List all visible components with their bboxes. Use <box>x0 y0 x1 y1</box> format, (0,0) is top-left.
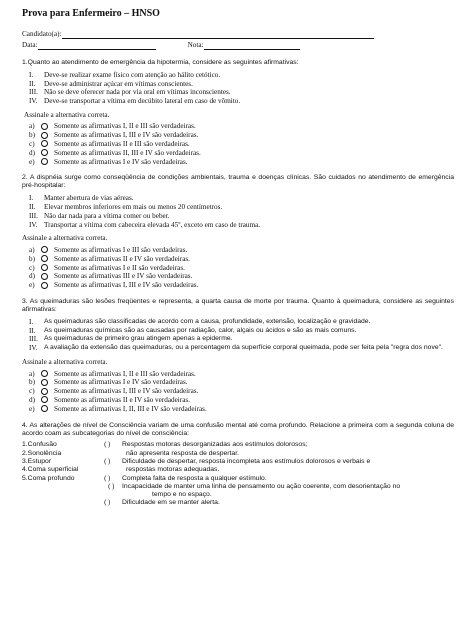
statement-number: III. <box>29 335 38 344</box>
option-text: Somente as afirmativas I e III são verdadeiras. <box>54 245 188 254</box>
statement-item <box>22 194 454 203</box>
statement-number: III. <box>29 211 38 220</box>
question-text: 2. A dispnéia surge como conseqüência de condições ambientais, trauma e doenças clínicas. São cuidados no atendimento de emergência pré-hospitalar: <box>22 174 454 190</box>
second-column-text: Respostas motoras desorganizadas aos estímulos dolorosos; <box>122 441 308 449</box>
option-letter: e) <box>29 281 35 290</box>
first-column-item: 3.Estupor <box>22 458 52 466</box>
option-letter: d) <box>29 272 35 281</box>
answer-prompt: Assinale a alternativa correta. <box>24 110 110 119</box>
first-column-item: 2.Sonolência <box>22 449 62 457</box>
question-4 <box>22 422 454 507</box>
option-text: Somente as afirmativas III e IV são verdadeiras. <box>54 272 193 281</box>
candidate-label: Candidato(a): <box>22 30 62 39</box>
question-text: 1.Quanto ao atendimento de emergência da hipotermia, considere as seguintes afirmativas: <box>22 58 299 66</box>
answer-option[interactable] <box>22 387 454 396</box>
statement-number: IV. <box>29 97 38 106</box>
statement-number: IV. <box>29 220 38 229</box>
statement-list <box>22 71 454 106</box>
grade-field[interactable] <box>204 41 300 50</box>
first-column-item: 1.Confusão <box>22 441 57 449</box>
second-column-item <box>104 450 454 458</box>
answer-option[interactable] <box>22 264 454 273</box>
statement-text: As queimaduras de primeiro grau atingem apenas a epiderme. <box>44 335 233 343</box>
answer-blank[interactable]: ( ) <box>104 458 111 466</box>
statement-text: Não dar nada para a vítima comer ou beber. <box>44 211 170 220</box>
first-column-item: 4.Coma superficial <box>22 466 79 474</box>
answer-option[interactable] <box>22 140 454 149</box>
second-column-item <box>104 475 454 483</box>
option-text: Somente as afirmativas II e IV são verdadeiras. <box>54 395 190 404</box>
option-text: Somente as afirmativas I, II e III são verdadeiras. <box>54 122 196 131</box>
option-letter: d) <box>29 395 35 404</box>
answer-option[interactable] <box>22 281 454 290</box>
statement-item <box>22 203 454 212</box>
option-text: Somente as afirmativas II e III são verdadeiras. <box>54 139 190 148</box>
option-radio[interactable] <box>41 396 48 403</box>
statement-number: III. <box>29 88 38 97</box>
option-text: Somente as afirmativas I e II são verdadeiras. <box>54 263 185 272</box>
matching-columns <box>22 441 454 507</box>
statement-text: Transportar a vítima com cabeceira elevada 45º, exceto em caso de trauma. <box>44 220 261 229</box>
answer-option[interactable] <box>22 272 454 281</box>
answer-options <box>22 246 454 290</box>
answer-option[interactable] <box>22 149 454 158</box>
option-radio[interactable] <box>41 388 48 395</box>
answer-option[interactable] <box>22 370 454 379</box>
second-column-item <box>104 491 454 499</box>
option-text: Somente as afirmativas II, III e IV são verdadeiras. <box>54 148 201 157</box>
option-letter: d) <box>29 148 35 157</box>
option-radio[interactable] <box>41 282 48 289</box>
answer-option[interactable] <box>22 378 454 387</box>
option-text: Somente as afirmativas I, II, III e IV são verdadeiras. <box>54 404 207 413</box>
answer-option[interactable] <box>22 122 454 131</box>
statement-number: II. <box>29 326 36 335</box>
option-radio[interactable] <box>41 132 48 139</box>
option-radio[interactable] <box>41 379 48 386</box>
statement-text: Deve-se transportar a vítima em decúbito lateral em caso de vômito. <box>44 97 241 106</box>
statement-text: Elevar membros inferiores em mais ou menos 20 centímetros. <box>44 203 223 212</box>
question-2 <box>22 174 454 290</box>
second-column <box>104 441 454 507</box>
answer-blank[interactable]: ( ) <box>108 482 115 490</box>
second-column-text: Incapacidade de manter uma linha de pensamento ou ação coerente, com desorientação no <box>122 482 401 490</box>
option-text: Somente as afirmativas I e IV são verdadeiras. <box>54 378 188 387</box>
second-column-text: tempo e no espaço. <box>152 491 212 499</box>
answer-options <box>22 370 454 414</box>
statement-number: II. <box>29 203 36 212</box>
answer-option[interactable] <box>22 255 454 264</box>
question-text: 3. As queimaduras são lesões freqüentes e representa, a quarta causa de morte por trauma. Quanto à queimadura, considere as seguintes afirmativas: <box>22 297 454 313</box>
statement-item <box>22 71 454 80</box>
statement-number: I. <box>29 194 34 203</box>
statement-item <box>22 80 454 89</box>
statement-list <box>22 318 454 353</box>
option-radio[interactable] <box>41 405 48 412</box>
candidate-line <box>22 29 454 39</box>
statement-item <box>22 327 454 336</box>
answer-option[interactable] <box>22 405 454 414</box>
option-letter: b) <box>29 254 35 263</box>
answer-blank <box>104 491 122 499</box>
statement-item <box>22 335 454 344</box>
option-radio[interactable] <box>41 246 48 253</box>
option-radio[interactable] <box>41 140 48 147</box>
option-radio[interactable] <box>41 264 48 271</box>
option-text: Somente as afirmativas I e IV são verdadeiras. <box>54 157 188 166</box>
answer-options <box>22 122 454 166</box>
statement-text: Deve-se administrar açúcar em vítimas conscientes. <box>44 79 193 88</box>
option-text: Somente as afirmativas I, III e IV são verdadeiras. <box>54 281 199 290</box>
statement-item <box>22 221 454 230</box>
answer-option[interactable] <box>22 158 454 167</box>
statement-number: IV. <box>29 344 38 353</box>
statement-text: As queimaduras químicas são as causadas por radiação, calor, alçais ou ácidos e são as mais comuns. <box>44 326 357 334</box>
answer-blank <box>104 466 122 474</box>
option-letter: a) <box>29 122 35 131</box>
answer-blank[interactable]: ( ) <box>104 499 111 507</box>
first-column-item: 5.Coma profundo <box>22 474 75 482</box>
candidate-name-field[interactable] <box>62 30 374 39</box>
answer-blank[interactable]: ( ) <box>104 441 111 449</box>
question-3 <box>22 298 454 414</box>
option-letter: b) <box>29 131 35 140</box>
second-column-item <box>104 499 454 507</box>
second-column-item <box>104 483 454 491</box>
answer-blank <box>104 450 122 458</box>
option-letter: c) <box>29 387 35 396</box>
statement-number: I. <box>29 70 34 79</box>
option-text: Somente as afirmativas I, III e IV são verdadeiras. <box>54 387 199 396</box>
statement-text: A avaliação da extensão das queimaduras, ou a percentagem da superfície corporal queimada, pode ser feita pela "regra dos nove". <box>44 344 443 352</box>
option-radio[interactable] <box>41 370 48 377</box>
first-column <box>22 441 104 507</box>
option-letter: a) <box>29 369 35 378</box>
option-radio[interactable] <box>41 255 48 262</box>
answer-blank[interactable]: ( ) <box>104 474 111 482</box>
exam-page <box>22 8 454 508</box>
exam-title: Prova para Enfermeiro – HNSO <box>22 8 160 19</box>
option-letter: b) <box>29 378 35 387</box>
statement-text: Não se deve oferecer nada por via oral em vítimas inconscientes. <box>44 88 231 97</box>
second-column-item <box>104 466 454 474</box>
answer-option[interactable] <box>22 396 454 405</box>
second-column-item <box>104 441 454 449</box>
statement-item <box>22 97 454 106</box>
date-field[interactable] <box>38 41 156 50</box>
option-text: Somente as afirmativas I, III e IV são verdadeiras. <box>54 131 199 140</box>
option-text: Somente as afirmativas II e IV são verdadeiras. <box>54 254 190 263</box>
statement-number: II. <box>29 79 36 88</box>
answer-prompt: Assinale a alternativa correta. <box>22 234 108 243</box>
option-radio[interactable] <box>41 149 48 156</box>
statement-text: Manter abertura de vias aéreas. <box>44 194 134 203</box>
date-label: Data: <box>22 41 38 50</box>
answer-option[interactable] <box>22 131 454 140</box>
statement-number: I. <box>29 317 34 326</box>
date-grade-line <box>22 40 454 50</box>
second-column-text: não apresenta resposta de despertar. <box>126 449 239 457</box>
option-letter: a) <box>29 245 35 254</box>
question-1 <box>22 59 454 167</box>
second-column-text: Completa falta de resposta a qualquer estímulo. <box>122 474 267 482</box>
option-text: Somente as afirmativas I, II e III são verdadeiras. <box>54 369 196 378</box>
option-letter: c) <box>29 139 35 148</box>
second-column-text: Dificuldade em se manter alerta. <box>122 499 220 507</box>
question-4-text: 4. As alterações de nível de Consciência variam de uma confusão mental até coma profundo. Relacione a primeira com a segunda coluna de acordo coam as subcategorias do nível de consciência: <box>22 422 454 438</box>
questions-section <box>22 59 454 414</box>
option-letter: e) <box>29 404 35 413</box>
answer-prompt: Assinale a alternativa correta. <box>22 358 108 367</box>
statement-list <box>22 194 454 229</box>
statement-item <box>22 318 454 327</box>
option-radio[interactable] <box>41 158 48 165</box>
statement-text: Deve-se realizar exame físico com atenção ao hálito cetótico. <box>44 70 221 79</box>
option-radio[interactable] <box>41 273 48 280</box>
answer-option[interactable] <box>22 246 454 255</box>
statement-item <box>22 212 454 221</box>
option-letter: c) <box>29 263 35 272</box>
second-column-text: respostas motoras adequadas. <box>126 466 220 474</box>
option-radio[interactable] <box>41 123 48 130</box>
statement-item <box>22 344 454 353</box>
second-column-text: Dificuldade de despertar, resposta incompleta aos estímulos dolorosos e verbais e <box>122 458 371 466</box>
second-column-item <box>104 458 454 466</box>
option-letter: e) <box>29 157 35 166</box>
statement-text: As queimaduras são classificadas de acordo com a causa, profundidade, extensão, localização e gravidade. <box>44 317 371 325</box>
grade-label: Nota: <box>187 41 204 50</box>
statement-item <box>22 88 454 97</box>
